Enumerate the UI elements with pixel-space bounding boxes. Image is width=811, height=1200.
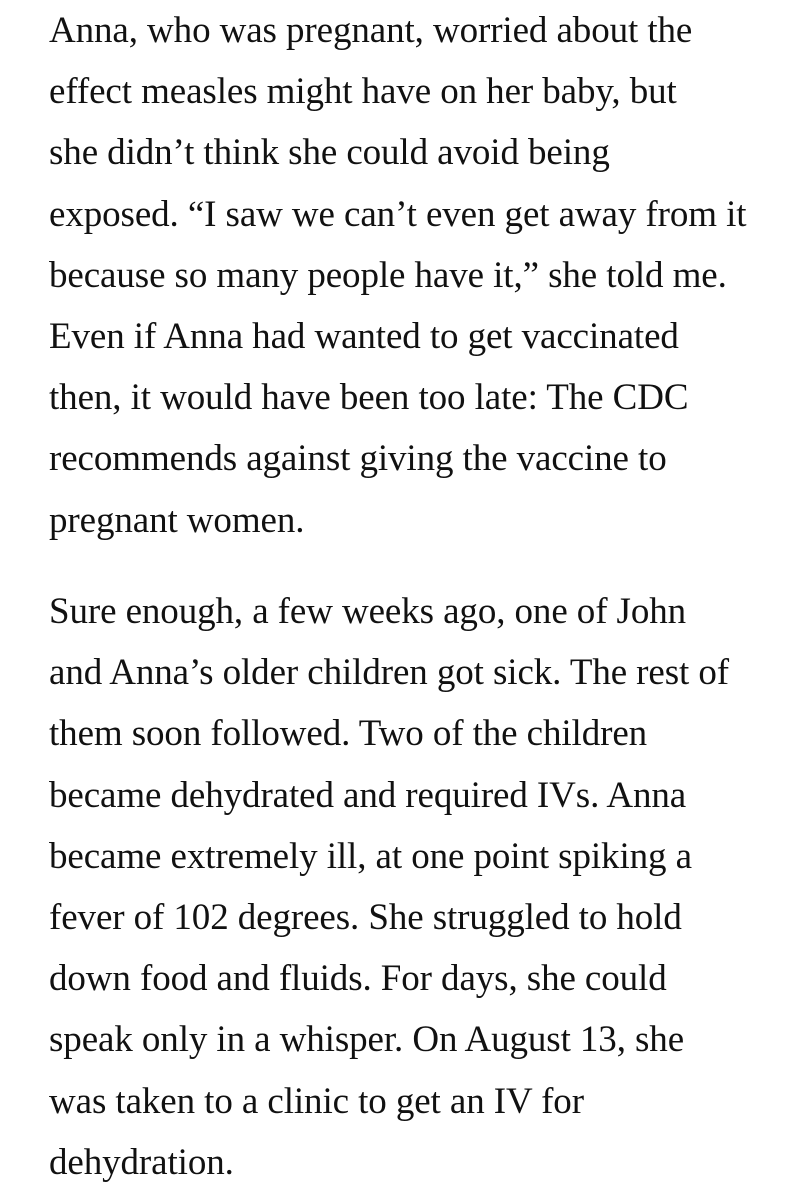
text-line: dehydration. (49, 1141, 234, 1183)
text-line: then, it would have been too late: The CDC (49, 377, 689, 419)
text-line: pregnant women. (49, 499, 305, 541)
text-line: exposed. “I saw we can’t even get away from it (49, 193, 747, 235)
text-line: Even if Anna had wanted to get vaccinated (49, 315, 679, 357)
text-line: was taken to a clinic to get an IV for (49, 1080, 584, 1122)
text-line: became dehydrated and required IVs. Anna (49, 774, 687, 816)
text-line: effect measles might have on her baby, but (49, 71, 677, 113)
paragraph-2 (49, 581, 729, 1193)
text-line: speak only in a whisper. On August 13, she (49, 1019, 685, 1061)
text-line: recommends against giving the vaccine to (49, 438, 667, 480)
text-line: she didn’t think she could avoid being (49, 132, 610, 174)
paragraph-1 (49, 0, 746, 551)
text-line: and Anna’s older children got sick. The rest of (49, 652, 729, 694)
text-line: down food and fluids. For days, she could (49, 958, 667, 1000)
text-line: Anna, who was pregnant, worried about the (49, 10, 693, 51)
text-line: them soon followed. Two of the children (49, 713, 648, 755)
text-line: fever of 102 degrees. She struggled to hold (49, 896, 682, 938)
text-line: became extremely ill, at one point spiking a (49, 835, 692, 877)
text-line: Sure enough, a few weeks ago, one of John (49, 591, 687, 632)
text-line: because so many people have it,” she told me. (49, 254, 727, 296)
